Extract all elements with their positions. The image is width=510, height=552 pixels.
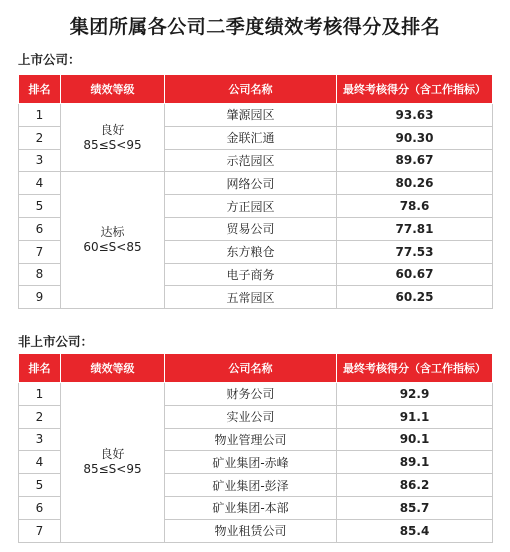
company-cell: 网络公司	[165, 172, 337, 195]
company-cell: 物业租赁公司	[165, 519, 337, 542]
page-title: 集团所属各公司二季度绩效考核得分及排名	[69, 16, 441, 38]
score-cell: 85.7	[337, 496, 493, 519]
listed-ranking-table	[18, 74, 493, 309]
score-cell: 92.9	[337, 383, 493, 406]
company-cell: 财务公司	[165, 383, 337, 406]
rank-cell: 4	[19, 172, 61, 195]
company-cell: 电子商务	[165, 263, 337, 286]
unlisted-section-label: 非上市公司：	[18, 334, 94, 349]
grade-name: 达标	[100, 225, 125, 240]
score-cell: 80.26	[337, 172, 493, 195]
grade-name: 良好	[100, 122, 125, 137]
rank-cell: 1	[19, 383, 61, 406]
score-cell: 77.53	[337, 240, 493, 263]
table-header-row	[19, 75, 493, 104]
score-cell: 90.1	[337, 428, 493, 451]
header-rank: 排名	[19, 354, 61, 383]
score-cell: 60.67	[337, 263, 493, 286]
company-cell: 金联汇通	[165, 126, 337, 149]
company-cell: 示范园区	[165, 149, 337, 172]
header-company: 公司名称	[165, 75, 337, 104]
score-cell: 77.81	[337, 217, 493, 240]
score-cell: 90.30	[337, 126, 493, 149]
header-grade: 绩效等级	[61, 75, 165, 104]
company-cell: 肇源园区	[165, 104, 337, 127]
listed-section-label: 上市公司：	[18, 52, 81, 67]
header-score: 最终考核得分（含工作指标）	[337, 354, 493, 383]
grade-cell	[61, 104, 165, 172]
rank-cell: 1	[19, 104, 61, 127]
header-rank: 排名	[19, 75, 61, 104]
company-cell: 五常园区	[165, 286, 337, 309]
grade-name: 良好	[100, 447, 125, 462]
rank-cell: 4	[19, 451, 61, 474]
company-cell: 矿业集团-本部	[165, 496, 337, 519]
grade-range: 85≤S<95	[83, 462, 142, 477]
rank-cell: 6	[19, 217, 61, 240]
company-cell: 矿业集团-赤峰	[165, 451, 337, 474]
score-cell: 60.25	[337, 286, 493, 309]
unlisted-ranking-table	[18, 353, 493, 543]
rank-cell: 3	[19, 149, 61, 172]
company-cell: 方正园区	[165, 195, 337, 218]
rank-cell: 7	[19, 240, 61, 263]
rank-cell: 7	[19, 519, 61, 542]
table-header-row	[19, 354, 493, 383]
rank-cell: 5	[19, 195, 61, 218]
grade-cell	[61, 383, 165, 543]
grade-cell	[61, 172, 165, 309]
rank-cell: 2	[19, 126, 61, 149]
rank-cell: 3	[19, 428, 61, 451]
header-score: 最终考核得分（含工作指标）	[337, 75, 493, 104]
company-cell: 东方粮仓	[165, 240, 337, 263]
grade-range: 60≤S<85	[83, 240, 142, 255]
header-grade: 绩效等级	[61, 354, 165, 383]
rank-cell: 9	[19, 286, 61, 309]
company-cell: 矿业集团-彭泽	[165, 474, 337, 497]
rank-cell: 2	[19, 405, 61, 428]
company-cell: 物业管理公司	[165, 428, 337, 451]
score-cell: 89.67	[337, 149, 493, 172]
score-cell: 86.2	[337, 474, 493, 497]
header-company: 公司名称	[165, 354, 337, 383]
company-cell: 贸易公司	[165, 217, 337, 240]
score-cell: 91.1	[337, 405, 493, 428]
grade-range: 85≤S<95	[83, 137, 142, 152]
score-cell: 89.1	[337, 451, 493, 474]
company-cell: 实业公司	[165, 405, 337, 428]
rank-cell: 6	[19, 496, 61, 519]
table-row	[19, 172, 493, 195]
table-row	[19, 383, 493, 406]
rank-cell: 8	[19, 263, 61, 286]
score-cell: 93.63	[337, 104, 493, 127]
table-row	[19, 104, 493, 127]
score-cell: 85.4	[337, 519, 493, 542]
score-cell: 78.6	[337, 195, 493, 218]
rank-cell: 5	[19, 474, 61, 497]
